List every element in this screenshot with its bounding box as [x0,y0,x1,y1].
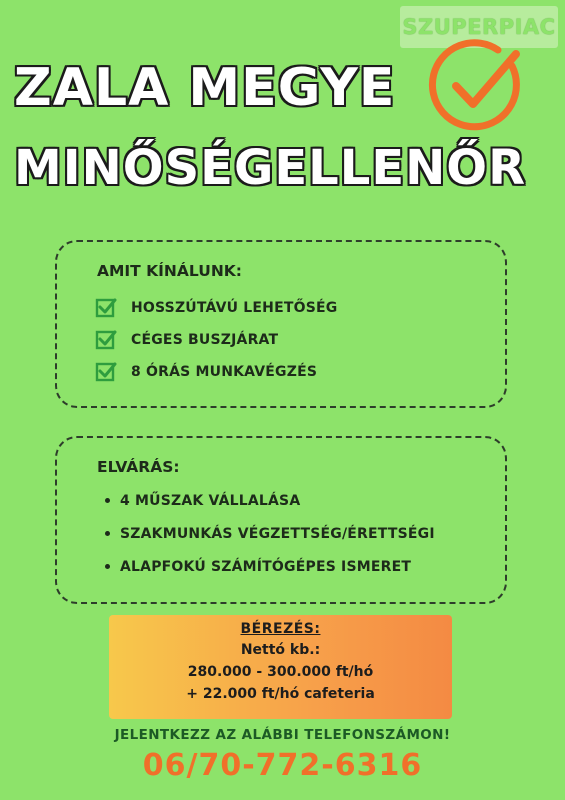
bullet-icon [105,498,110,503]
list-item [95,356,337,388]
list-item [95,324,337,356]
list-item [97,484,435,517]
requirements-heading: ELVÁRÁS: [97,458,180,476]
title-line-1: ZALA MEGYE [14,58,396,118]
check-circle-icon [428,36,528,136]
offer-item-label: 8 ÓRÁS MUNKAVÉGZÉS [131,364,318,380]
list-item [95,292,337,324]
title-line-2: MINŐSÉGELLENŐR [14,140,527,196]
salary-box [109,615,452,719]
bullet-icon [105,531,110,536]
salary-line: Nettó kb.: [240,642,321,658]
salary-title: BÉREZÉS: [240,621,321,637]
offer-heading: AMIT KÍNÁLUNK: [97,262,242,280]
requirements-list [97,484,435,583]
offer-item-label: CÉGES BUSZJÁRAT [131,332,279,348]
list-item [97,550,435,583]
checkbox-icon [95,329,117,351]
requirement-label: SZAKMUNKÁS VÉGZETTSÉG/ÉRETTSÉGI [120,525,435,542]
offer-list [95,292,337,388]
list-item [97,517,435,550]
checkbox-icon [95,361,117,383]
logo-text: SZUPERPIAC [402,15,556,39]
apply-text: JELENTKEZZ AZ ALÁBBI TELEFONSZÁMON! [114,727,451,743]
offer-box [55,240,507,408]
salary-line: 280.000 - 300.000 ft/hó [187,664,374,680]
salary-line: + 22.000 ft/hó cafeteria [186,686,375,702]
offer-item-label: HOSSZÚTÁVÚ LEHETŐSÉG [131,300,338,316]
bullet-icon [105,564,110,569]
phone-number[interactable]: 06/70-772-6316 [142,748,423,783]
requirements-box [55,436,507,604]
checkbox-icon [95,297,117,319]
requirement-label: ALAPFOKÚ SZÁMÍTÓGÉPES ISMERET [120,558,412,575]
requirement-label: 4 MŰSZAK VÁLLALÁSA [120,492,301,509]
